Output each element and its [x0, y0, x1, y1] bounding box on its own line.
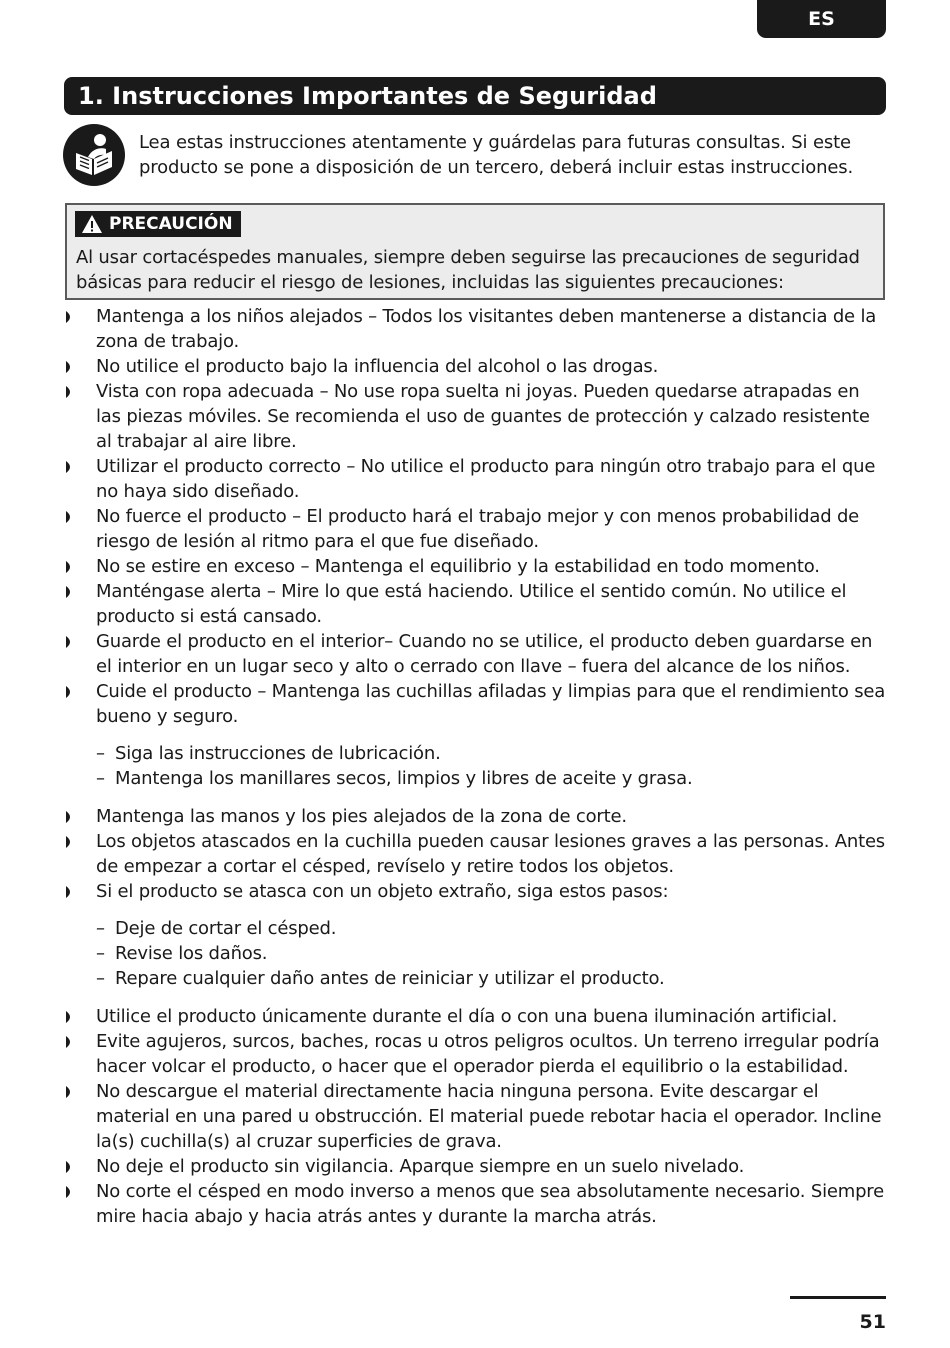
sublist-item	[96, 916, 886, 941]
warning-triangle-icon	[81, 214, 103, 234]
dash-marker: –	[96, 918, 105, 939]
list-item	[64, 1029, 886, 1079]
caution-text: Al usar cortacéspedes manuales, siempre deben seguirse las precauciones de seguridad básicas para reducir el riesgo de lesiones, incluidas las siguientes precauciones:	[76, 247, 860, 293]
list-item-text: Los objetos atascados en la cuchilla pueden causar lesiones graves a las personas. Antes de empezar a cortar el césped, revíselo y retire todos los objetos.	[96, 831, 885, 877]
sublist-item-text: Revise los daños.	[115, 943, 268, 964]
list-item	[64, 629, 886, 679]
bullet-icon	[66, 561, 74, 573]
list-item-text: Guarde el producto en el interior– Cuando no se utilice, el producto deben guardarse en el interior en un lugar seco y alto o cerrado con llave – fuera del alcance de los niños.	[96, 631, 873, 677]
bullet-icon	[66, 311, 74, 323]
list-item-text: No se estire en exceso – Mantenga el equilibrio y la estabilidad en todo momento.	[96, 556, 820, 577]
list-item-text: Mantenga a los niños alejados – Todos los visitantes deben mantenerse a distancia de la zona de trabajo.	[96, 306, 877, 352]
list-item-text: Mantenga las manos y los pies alejados de la zona de corte.	[96, 806, 627, 827]
sublist-item-text: Siga las instrucciones de lubricación.	[115, 743, 441, 764]
bullet-icon	[66, 1011, 74, 1023]
dash-marker: –	[96, 968, 105, 989]
sublist-item	[96, 941, 886, 966]
list-item-text: Vista con ropa adecuada – No use ropa suelta ni joyas. Pueden quedarse atrapadas en las piezas móviles. Se recomienda el uso de guantes de protección y calzado resistente al trabajar al aire libre.	[96, 381, 870, 452]
caution-box	[65, 203, 885, 300]
dash-marker: –	[96, 943, 105, 964]
jam-sublist	[64, 916, 886, 991]
footer-rule	[790, 1296, 886, 1299]
list-item-text: Si el producto se atasca con un objeto extraño, siga estos pasos:	[96, 881, 669, 902]
list-item	[64, 579, 886, 629]
list-item-text: Utilizar el producto correcto – No utilice el producto para ningún otro trabajo para el que no haya sido diseñado.	[96, 456, 876, 502]
read-manual-icon	[62, 123, 126, 187]
list-item	[64, 354, 886, 379]
sublist-item-text: Deje de cortar el césped.	[115, 918, 337, 939]
list-item-text: Manténgase alerta – Mire lo que está haciendo. Utilice el sentido común. No utilice el producto si está cansado.	[96, 581, 847, 627]
bullet-icon	[66, 386, 74, 398]
safety-list	[64, 304, 886, 1229]
language-tab: ES	[757, 0, 886, 38]
sublist-item	[96, 766, 886, 791]
list-item	[64, 304, 886, 354]
bullet-icon	[66, 1086, 74, 1098]
list-item-text: No fuerce el producto – El producto hará el trabajo mejor y con menos probabilidad de riesgo de lesión al ritmo para el que fue diseñado.	[96, 506, 860, 552]
list-item	[64, 1179, 886, 1229]
list-item	[64, 1004, 886, 1029]
bullet-icon	[66, 1161, 74, 1173]
sublist-item	[96, 966, 886, 991]
list-item	[64, 1154, 886, 1179]
bullet-icon	[66, 1036, 74, 1048]
caution-label	[75, 211, 241, 237]
list-item-text: No deje el producto sin vigilancia. Aparque siempre en un suelo nivelado.	[96, 1156, 745, 1177]
list-item-text: No descargue el material directamente hacia ninguna persona. Evite descargar el material en una pared u obstrucción. El material puede rebotar hacia el operador. Incline la(s) cuchilla(s) al cruzar superficies de grava.	[96, 1081, 882, 1152]
list-item-text: Utilice el producto únicamente durante el día o con una buena iluminación artificial.	[96, 1006, 838, 1027]
list-item	[64, 879, 886, 904]
bullet-icon	[66, 461, 74, 473]
list-item-text: Cuide el producto – Mantenga las cuchillas afiladas y limpias para que el rendimiento sea bueno y seguro.	[96, 681, 886, 727]
bullet-icon	[66, 511, 74, 523]
dash-marker: –	[96, 743, 105, 764]
sublist-item-text: Repare cualquier daño antes de reiniciar y utilizar el producto.	[115, 968, 665, 989]
sublist-item-text: Mantenga los manillares secos, limpios y libres de aceite y grasa.	[115, 768, 693, 789]
list-item	[64, 1079, 886, 1154]
bullet-icon	[66, 636, 74, 648]
bullet-icon	[66, 361, 74, 373]
bullet-icon	[66, 686, 74, 698]
list-item	[64, 379, 886, 454]
bullet-icon	[66, 886, 74, 898]
sublist-item	[96, 741, 886, 766]
list-item-text: No utilice el producto bajo la influencia del alcohol o las drogas.	[96, 356, 659, 377]
intro-text: Lea estas instrucciones atentamente y guárdelas para futuras consultas. Si este producto se pone a disposición de un tercero, deberá incluir estas instrucciones.	[139, 132, 854, 178]
dash-marker: –	[96, 768, 105, 789]
list-item	[64, 804, 886, 829]
list-item-text: Evite agujeros, surcos, baches, rocas u otros peligros ocultos. Un terreno irregular podría hacer volcar el producto, o hacer que el operador pierda el equilibrio o la estabilidad.	[96, 1031, 880, 1077]
list-item-text: No corte el césped en modo inverso a menos que sea absolutamente necesario. Siempre mire hacia abajo y hacia atrás antes y durante la marcha atrás.	[96, 1181, 884, 1227]
bullet-icon	[66, 836, 74, 848]
bullet-icon	[66, 811, 74, 823]
page-number: 51	[859, 1311, 886, 1333]
list-item	[64, 554, 886, 579]
list-item	[64, 454, 886, 504]
bullet-icon	[66, 1186, 74, 1198]
bullet-icon	[66, 586, 74, 598]
list-item	[64, 504, 886, 554]
list-item	[64, 679, 886, 729]
section-title: 1. Instrucciones Importantes de Seguridad	[64, 77, 886, 115]
caution-label-text: PRECAUCIÓN	[109, 214, 233, 234]
list-item	[64, 829, 886, 879]
care-sublist	[64, 741, 886, 791]
